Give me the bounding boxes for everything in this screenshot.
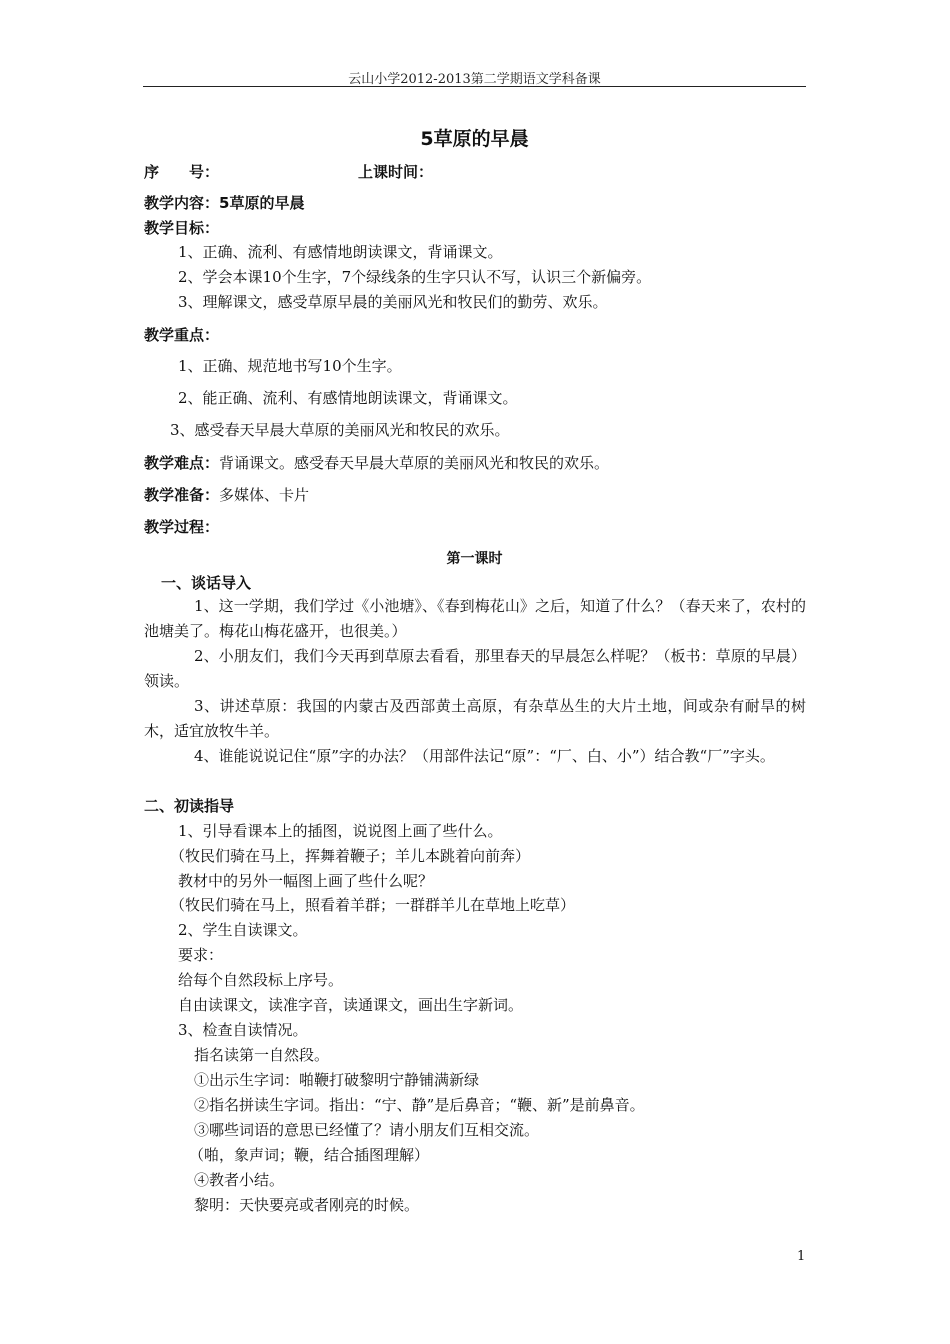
teaching-content (144, 192, 304, 213)
keypoint-item: 2、能正确、流利、有感情地朗读课文，背诵课文。 (178, 389, 518, 407)
section2-subline: 黎明：天快要亮或者刚亮的时候。 (194, 1196, 420, 1214)
section2-subline: （啪，象声词；鞭，结合插图理解） (189, 1146, 430, 1164)
goal-item: 1、正确、流利、有感情地朗读课文，背诵课文。 (178, 243, 503, 261)
header-rule (143, 86, 806, 87)
running-header: 云山小学2012-2013第二学期语文学科备课 (348, 72, 601, 87)
section2-subline: ④教者小结。 (194, 1171, 285, 1189)
section2-heading: 二、初读指导 (144, 797, 235, 815)
section2-line: 教材中的另外一幅图上画了些什么呢？ (178, 872, 434, 890)
goal-item: 2、学会本课10个生字，7个绿线条的生字只认不写，认识三个新偏旁。 (178, 268, 652, 286)
seq-label: 序 号： (144, 163, 220, 181)
section1-heading: 一、谈话导入 (161, 574, 252, 592)
lesson-heading: 第一课时 (446, 551, 503, 567)
page-number: 1 (797, 1249, 806, 1264)
section2-subline: ②指名拼读生字词。指出：“宁、静”是后鼻音；“鞭、新”是前鼻音。 (194, 1096, 645, 1114)
process-label: 教学过程： (144, 518, 220, 536)
preparation (144, 484, 309, 505)
section2-subline: ③哪些词语的意思已经懂了？请小朋友们互相交流。 (194, 1121, 540, 1139)
keypoint-item: 3、感受春天早晨大草原的美丽风光和牧民的欢乐。 (170, 421, 510, 439)
section2-line: 2、学生自读课文。 (178, 921, 308, 939)
document-title: 5草原的早晨 (420, 128, 529, 150)
difficulty (144, 452, 609, 473)
section2-line: （牧民们骑在马上，照看着羊群；一群群羊儿在草地上吃草） (170, 896, 576, 914)
section1-paragraph: 4、谁能说说记住“原”字的办法？（用部件法记“原”：“厂、白、小”）结合教“厂”字头。 (194, 747, 775, 765)
section2-line: 给每个自然段标上序号。 (178, 971, 344, 989)
section1-paragraph: 1、这一学期，我们学过《小池塘》、《春到梅花山》之后，知道了什么？（春天来了，农村的池塘美了。梅花山梅花盛开，也很美。） (144, 597, 806, 640)
section2-line: 要求： (178, 946, 224, 964)
teaching-content-value: 5草原的早晨 (219, 194, 305, 212)
keypoint-item: 1、正确、规范地书写10个生字。 (178, 357, 402, 375)
section2-line: 自由读课文，读准字音，读通课文，画出生字新词。 (178, 996, 524, 1014)
prep-label: 教学准备： (144, 486, 220, 504)
difficulty-label: 教学难点： (144, 454, 220, 472)
prep-value: 多媒体、卡片 (219, 486, 310, 504)
teaching-content-label: 教学内容： (144, 194, 220, 212)
goal-item: 3、理解课文，感受草原早晨的美丽风光和牧民们的勤劳、欢乐。 (178, 293, 608, 311)
section2-subline: ①出示生字词：啪鞭打破黎明宁静铺满新绿 (194, 1071, 480, 1089)
keypoints-label: 教学重点： (144, 326, 220, 344)
section2-line: 3、检查自读情况。 (178, 1021, 308, 1039)
section1-paragraph: 3、讲述草原：我国的内蒙古及西部黄土高原，有杂草丛生的大片土地，间或杂有耐旱的树木，适宜放牧牛羊。 (144, 697, 806, 740)
section1-paragraph: 2、小朋友们，我们今天再到草原去看看，那里春天的早晨怎么样呢？（板书：草原的早晨）领读。 (144, 647, 806, 690)
goals-label: 教学目标： (144, 219, 220, 237)
section2-line: 1、引导看课本上的插图，说说图上画了些什么。 (178, 822, 503, 840)
section2-subline: 指名读第一自然段。 (194, 1046, 330, 1064)
class-time-label: 上课时间： (358, 163, 434, 181)
section2-line: （牧民们骑在马上，挥舞着鞭子；羊儿本跳着向前奔） (170, 847, 531, 865)
difficulty-value: 背诵课文。感受春天早晨大草原的美丽风光和牧民的欢乐。 (219, 454, 610, 472)
